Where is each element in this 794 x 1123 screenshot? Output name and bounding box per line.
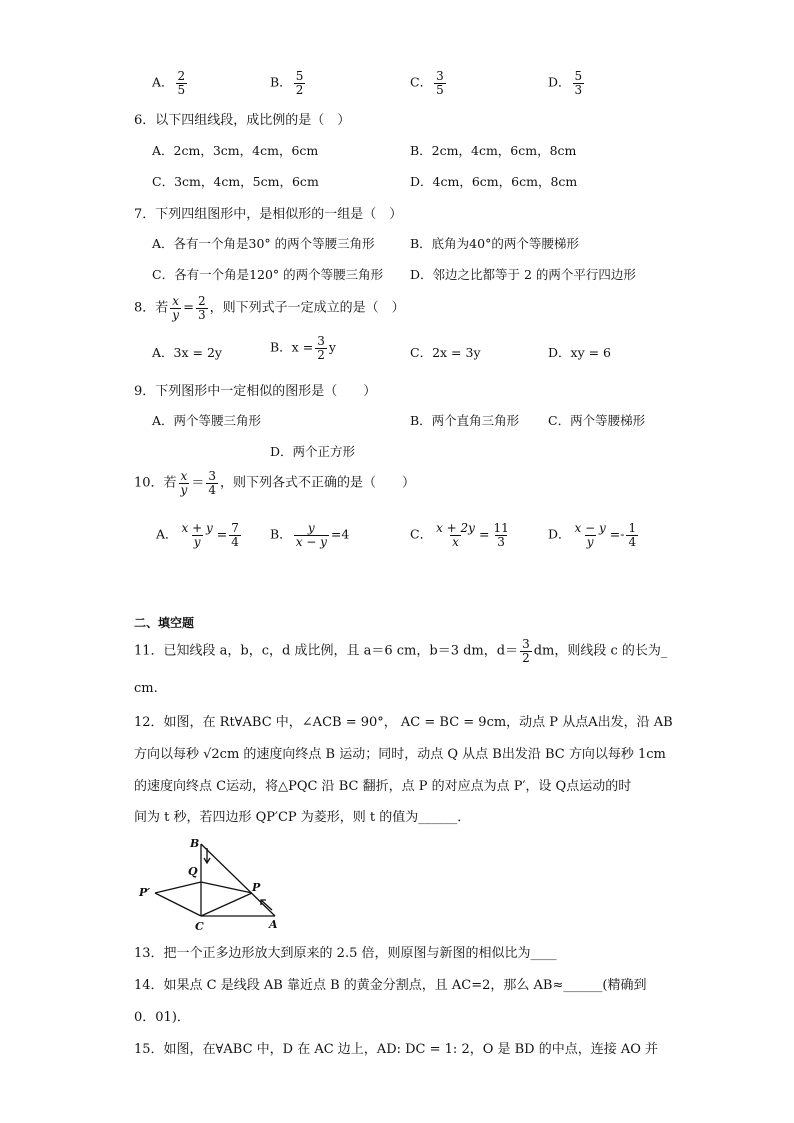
q13-stem: 13．把一个正多边形放大到原来的 2.5 倍，则原图与新图的相似比为____: [134, 946, 557, 961]
fraction-three-fourths: [206, 470, 218, 496]
numerator: 5: [295, 69, 304, 83]
numerator: 3: [208, 469, 216, 483]
denominator: 4: [231, 534, 239, 549]
fraction: [573, 70, 585, 96]
label-c: C: [195, 920, 204, 933]
label-p: P: [252, 881, 261, 894]
option-label: C．: [410, 526, 433, 542]
option-rhs: =4: [330, 526, 350, 542]
numerator: 2: [177, 69, 186, 83]
numerator: y: [307, 521, 315, 535]
q9-option-b: B．两个直角三角形: [410, 413, 520, 428]
option-label: A．: [156, 526, 178, 542]
equals-sign: =: [216, 526, 228, 542]
fraction-x-over-y: [179, 470, 190, 496]
fraction: [294, 522, 329, 548]
q8-suffix: ，则下列式子一定成立的是（ ）: [209, 300, 405, 316]
fraction: [520, 638, 532, 664]
denominator: x − y: [295, 534, 327, 549]
q10-stem: [134, 470, 415, 496]
q11-line2: cm.: [134, 681, 158, 696]
q8-stem: [134, 295, 405, 321]
q11-prefix: 11．已知线段 a，b，c，d 成比例，且 a＝6 cm，b＝3 dm，d＝: [134, 643, 519, 659]
numerator: 1: [628, 521, 637, 535]
q12-line4: 间为 t 秒，若四边形 QP′CP 为菱形，则 t 的值为______．: [134, 810, 471, 825]
fraction: [315, 335, 327, 361]
q11-suffix: dm，则线段 c 的长为_: [533, 643, 668, 659]
q7-option-d: D．邻边之比都等于 2 的两个平行四边形: [410, 267, 636, 282]
denominator: 3: [197, 307, 206, 322]
numerator: 3: [436, 69, 444, 83]
numerator: 7: [231, 521, 239, 535]
q9-option-d: D．两个正方形: [270, 444, 356, 459]
equals-sign: ＝: [191, 475, 205, 491]
q6-option-a: A．2cm，3cm，4cm，6cm: [152, 143, 319, 158]
denominator: y: [180, 482, 188, 497]
q8-option-b: [270, 335, 336, 361]
denominator: 2: [317, 347, 325, 362]
q8-option-a: A．3x = 2y: [152, 345, 222, 360]
q9-option-a: A．两个等腰三角形: [152, 413, 262, 428]
q11-stem: [134, 638, 667, 664]
segment-p1c: [155, 893, 201, 916]
q5-option-a: [152, 70, 189, 96]
option-label: A．: [152, 74, 174, 90]
option-label: B．: [270, 526, 292, 542]
denominator: 5: [436, 82, 444, 97]
denominator: y: [193, 534, 201, 549]
denominator: y: [172, 307, 180, 322]
q6-stem: 6．以下四组线段，成比例的是（ ）: [134, 113, 351, 128]
segment-qp: [201, 882, 252, 893]
denominator: y: [586, 534, 594, 549]
fraction-x-over-y: [170, 295, 181, 321]
label-a: A: [269, 918, 278, 931]
q8-option-d: D．xy = 6: [548, 345, 612, 360]
q6-option-c: C．3cm，4cm，5cm，6cm: [152, 174, 319, 189]
numerator: x + y: [181, 521, 213, 535]
option-label: D．: [548, 74, 571, 90]
numerator: 5: [574, 69, 583, 83]
q8-option-c: C．2x = 3y: [410, 345, 481, 360]
fraction: [176, 70, 188, 96]
numerator: x + 2y: [436, 521, 475, 535]
denominator: 3: [497, 534, 505, 549]
geometry-figure: [135, 834, 285, 934]
q6-option-d: D．4cm，6cm，6cm，8cm: [410, 174, 578, 189]
option-label: D．: [548, 526, 571, 542]
equals-sign: =-: [609, 526, 625, 542]
numerator: x: [180, 469, 188, 483]
q10-option-a: [156, 522, 243, 548]
denominator: 2: [295, 82, 304, 97]
numerator: x − y: [574, 521, 606, 535]
fraction: [229, 522, 241, 548]
section-heading: 二、填空题: [134, 616, 195, 630]
q14-line1: 14．如果点 C 是线段 AB 靠近点 B 的黄金分割点，且 AC=2，那么 AB≈______(精确到: [134, 978, 647, 993]
q5-option-b: [270, 70, 307, 96]
q7-option-a: A．各有一个角是30° 的两个等腰三角形: [152, 236, 375, 251]
q14-line2: 0．01)．: [134, 1010, 190, 1025]
q5-option-d: [548, 70, 586, 96]
denominator: 2: [522, 650, 530, 665]
denominator: 5: [177, 82, 186, 97]
fraction: [626, 522, 638, 548]
denominator: 4: [208, 482, 216, 497]
segment-p1q: [155, 882, 201, 893]
q6-option-b: B．2cm，4cm，6cm，8cm: [410, 143, 577, 158]
equals-sign: =: [183, 300, 194, 316]
q8-prefix: 8．若: [134, 300, 169, 316]
q7-stem: 7．下列四组图形中，是相似形的一组是（ ）: [134, 207, 403, 222]
fraction: [573, 522, 608, 548]
q12-line2: 方向以每秒 √2cm 的速度向终点 B 运动；同时，动点 Q 从点 B出发沿 BC 方向以每秒 1cm: [134, 747, 666, 762]
numerator: 2: [197, 294, 206, 308]
q9-stem: 9．下列图形中一定相似的图形是（ ）: [134, 384, 377, 399]
numerator: x: [172, 294, 180, 308]
label-b: B: [190, 837, 200, 850]
equals-sign: =: [478, 526, 490, 542]
fraction-two-thirds: [196, 295, 208, 321]
q12-line3: 的速度向终点 C运动，将△PQC 沿 BC 翻折，点 P 的对应点为点 P′，设 Q点运动的时: [134, 779, 632, 794]
q15-stem: 15．如图，在∀ABC 中，D 在 AC 边上，AD: DC = 1: 2，O 是 BD 的中点，连接 AO 并: [134, 1042, 659, 1057]
fraction: [180, 522, 215, 548]
option-label: B．: [270, 74, 292, 90]
label-p-prime: P′: [139, 886, 151, 899]
q10-prefix: 10．若: [134, 475, 177, 491]
denominator: 4: [628, 534, 637, 549]
q10-suffix: ，则下列各式不正确的是（ ）: [219, 475, 415, 491]
q10-option-d: [548, 522, 640, 548]
denominator: x: [452, 534, 459, 549]
q7-option-b: B．底角为40°的两个等腰梯形: [410, 236, 579, 251]
q9-option-c: C．两个等腰梯形: [548, 413, 646, 428]
q5-option-c: [410, 70, 448, 96]
numerator: 3: [522, 637, 530, 651]
q10-option-c: [410, 522, 513, 548]
option-suffix: y: [328, 339, 336, 355]
fraction: [491, 522, 510, 548]
fraction: [294, 70, 306, 96]
label-q: Q: [188, 865, 198, 878]
q10-option-b: [270, 522, 349, 548]
fraction: [434, 70, 446, 96]
q7-option-c: C．各有一个角是120° 的两个等腰三角形: [152, 267, 384, 282]
fraction: [434, 522, 477, 548]
numerator: 3: [317, 334, 325, 348]
denominator: 3: [574, 82, 583, 97]
segment-cp: [201, 893, 252, 916]
numerator: 11: [493, 521, 509, 535]
q12-line1: 12．如图，在 Rt∀ABC 中，∠ACB = 90°， AC = BC = 9cm，动点 P 从点A出发，沿 AB: [134, 715, 673, 730]
segment-ba: [201, 844, 275, 916]
option-label: C．: [410, 74, 433, 90]
option-prefix: B．x =: [270, 339, 314, 355]
